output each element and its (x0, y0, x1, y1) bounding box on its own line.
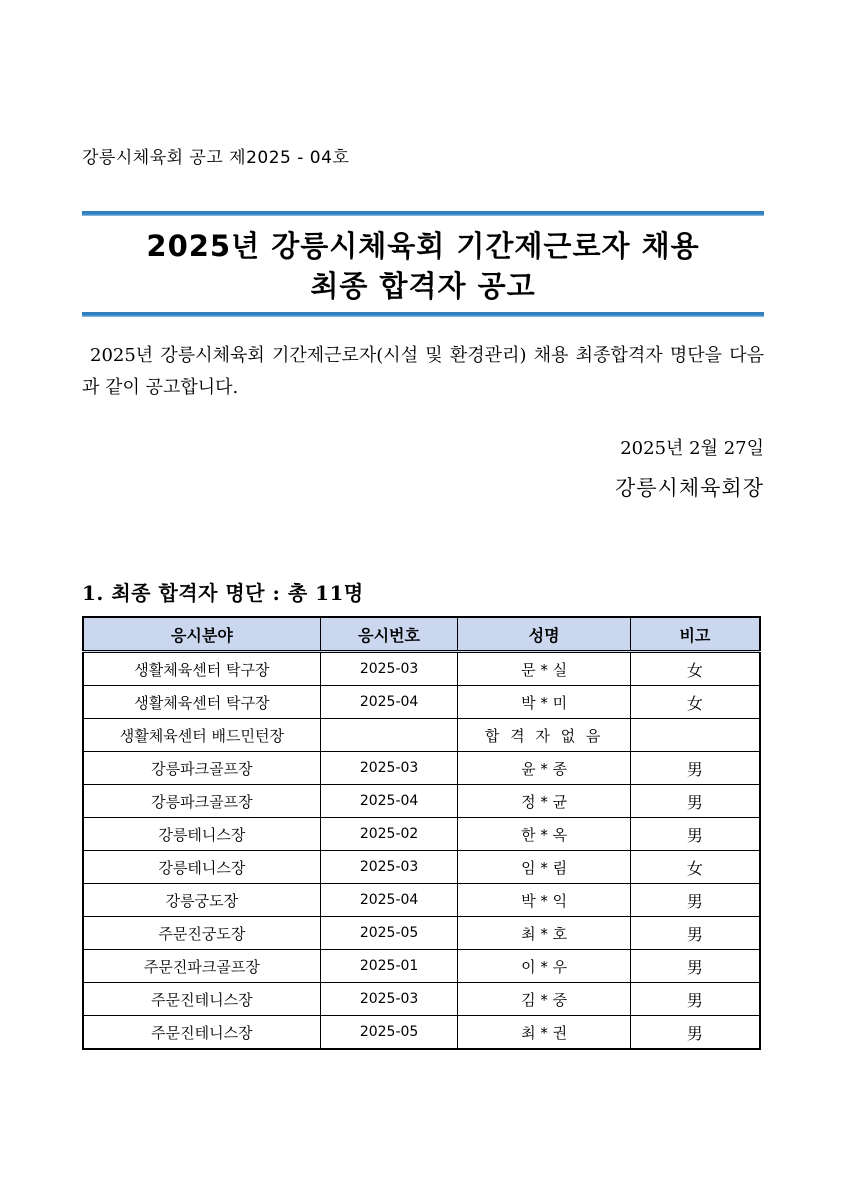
cell-number: 2025-05 (320, 1016, 458, 1050)
cell-name: 합 격 자 없 음 (458, 719, 630, 752)
cell-note: 男 (630, 785, 760, 818)
table-row (83, 950, 760, 983)
notice-number: 강릉시체육회 공고 제2025 - 04호 (82, 148, 350, 168)
cell-name: 정 * 균 (458, 785, 630, 818)
cell-field: 강릉테니스장 (83, 818, 320, 851)
cell-name: 한 * 옥 (458, 818, 630, 851)
cell-number: 2025-04 (320, 785, 458, 818)
cell-note: 男 (630, 983, 760, 1016)
intro-paragraph: 2025년 강릉시체육회 기간제근로자(시설 및 환경관리) 채용 최종합격자 명단을 다음과 같이 공고합니다. (82, 345, 764, 398)
cell-name: 최 * 호 (458, 917, 630, 950)
table-row (83, 752, 760, 785)
cell-name: 김 * 중 (458, 983, 630, 1016)
cell-name: 문 * 실 (458, 652, 630, 686)
cell-note: 男 (630, 1016, 760, 1050)
cell-name: 최 * 권 (458, 1016, 630, 1050)
table-row (83, 851, 760, 884)
page-title (82, 216, 764, 312)
cell-note: 男 (630, 917, 760, 950)
cell-note: 女 (630, 652, 760, 686)
result-table (82, 616, 761, 1050)
cell-field: 생활체육센터 탁구장 (83, 686, 320, 719)
table-row (83, 884, 760, 917)
cell-field: 생활체육센터 배드민턴장 (83, 719, 320, 752)
title-block (82, 211, 764, 317)
table-row (83, 983, 760, 1016)
table-row (83, 785, 760, 818)
cell-note (630, 719, 760, 752)
table-row (83, 917, 760, 950)
header-note: 비고 (630, 617, 760, 652)
cell-note: 女 (630, 851, 760, 884)
table-row (83, 719, 760, 752)
cell-field: 강릉파크골프장 (83, 785, 320, 818)
title-bottom-rule (82, 312, 764, 317)
cell-note: 女 (630, 686, 760, 719)
cell-note: 男 (630, 950, 760, 983)
cell-field: 강릉궁도장 (83, 884, 320, 917)
cell-field: 강릉파크골프장 (83, 752, 320, 785)
section-heading: 1. 최종 합격자 명단 : 총 11명 (82, 581, 364, 605)
title-line-1: 2025년 강릉시체육회 기간제근로자 채용 (146, 229, 700, 263)
cell-note: 男 (630, 752, 760, 785)
cell-number: 2025-02 (320, 818, 458, 851)
cell-field: 강릉테니스장 (83, 851, 320, 884)
title-line-2: 최종 합격자 공고 (310, 269, 536, 303)
cell-name: 박 * 미 (458, 686, 630, 719)
cell-field: 주문진파크골프장 (83, 950, 320, 983)
cell-number: 2025-01 (320, 950, 458, 983)
cell-number: 2025-03 (320, 652, 458, 686)
cell-field: 생활체육센터 탁구장 (83, 652, 320, 686)
issuer-name: 강릉시체육회장 (614, 476, 764, 500)
header-name: 성명 (458, 617, 630, 652)
cell-field: 주문진테니스장 (83, 1016, 320, 1050)
table-row (83, 818, 760, 851)
cell-note: 男 (630, 818, 760, 851)
header-number: 응시번호 (320, 617, 458, 652)
cell-name: 윤 * 종 (458, 752, 630, 785)
cell-field: 주문진궁도장 (83, 917, 320, 950)
notice-date: 2025년 2월 27일 (620, 438, 764, 459)
table-row (83, 686, 760, 719)
table-row (83, 652, 760, 686)
cell-note: 男 (630, 884, 760, 917)
cell-number: 2025-04 (320, 686, 458, 719)
cell-number: 2025-03 (320, 851, 458, 884)
cell-number: 2025-05 (320, 917, 458, 950)
table-header-row (83, 617, 760, 652)
cell-number: 2025-03 (320, 983, 458, 1016)
cell-field: 주문진테니스장 (83, 983, 320, 1016)
cell-number: 2025-03 (320, 752, 458, 785)
cell-name: 이 * 우 (458, 950, 630, 983)
cell-number (320, 719, 458, 752)
table-row (83, 1016, 760, 1050)
cell-name: 임 * 림 (458, 851, 630, 884)
header-field: 응시분야 (83, 617, 320, 652)
cell-name: 박 * 익 (458, 884, 630, 917)
cell-number: 2025-04 (320, 884, 458, 917)
